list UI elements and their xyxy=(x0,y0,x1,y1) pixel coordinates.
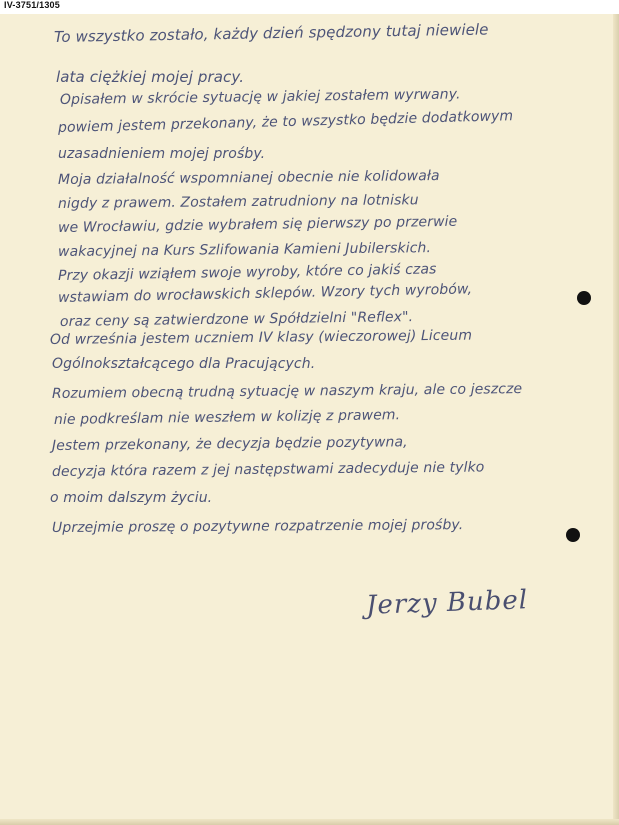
letter-line: nie podkreślam nie weszłem w kolizję z prawem. xyxy=(53,407,401,428)
punch-hole-lower xyxy=(566,528,580,542)
handwritten-signature: Jerzy Bubel xyxy=(365,585,529,621)
letter-line: nigdy z prawem. Zostałem zatrudniony na lotnisku xyxy=(57,192,419,212)
letter-line: oraz ceny są zatwierdzone w Spółdzielni "Reflex". xyxy=(59,309,414,330)
letter-line: wakacyjnej na Kurs Szlifowania Kamieni Jubilerskich. xyxy=(57,240,432,260)
letter-line: Ogólnokształcącego dla Pracujących. xyxy=(52,356,316,372)
letter-line: Moja działalność wspomnianej obecnie nie kolidowała xyxy=(57,168,440,188)
letter-line: Od września jestem uczniem IV klasy (wieczorowej) Liceum xyxy=(49,327,473,348)
letter-line: uzasadnieniem mojej prośby. xyxy=(58,146,266,162)
letter-line: To wszystko zostało, każdy dzień spędzony tutaj niewiele xyxy=(53,20,489,46)
letter-line: powiem jestem przekonany, że to wszystko będzie dodatkowym xyxy=(57,108,514,136)
punch-hole-upper xyxy=(577,291,591,305)
letter-line: Rozumiem obecną trudną sytuację w naszym kraju, ale co jeszcze xyxy=(51,381,523,402)
letter-line: Przy okazji wziąłem swoje wyroby, które co jakiś czas xyxy=(57,261,437,284)
letter-line: o moim dalszym życiu. xyxy=(50,490,213,506)
letter-line: decyzja która razem z jej następstwami zadecyduje nie tylko xyxy=(51,459,485,480)
letter-line: we Wrocławiu, gdzie wybrałem się pierwszy po przerwie xyxy=(57,213,458,236)
scan-header-strip xyxy=(0,0,619,14)
archive-reference-number: IV-3751/1305 xyxy=(4,0,60,10)
letter-line: lata ciężkiej mojej pracy. xyxy=(56,68,245,86)
letter-line: Opisałem w skrócie sytuację w jakiej zostałem wyrwany. xyxy=(59,86,461,108)
letter-line: wstawiam do wrocławskich sklepów. Wzory tych wyrobów, xyxy=(57,281,473,306)
letter-line: Uprzejmie proszę o pozytywne rozpatrzenie mojej prośby. xyxy=(51,517,464,536)
letter-line: Jestem przekonany, że decyzja będzie pozytywna, xyxy=(51,434,408,454)
paper-bottom-edge xyxy=(0,819,619,825)
paper-right-edge xyxy=(613,14,619,825)
